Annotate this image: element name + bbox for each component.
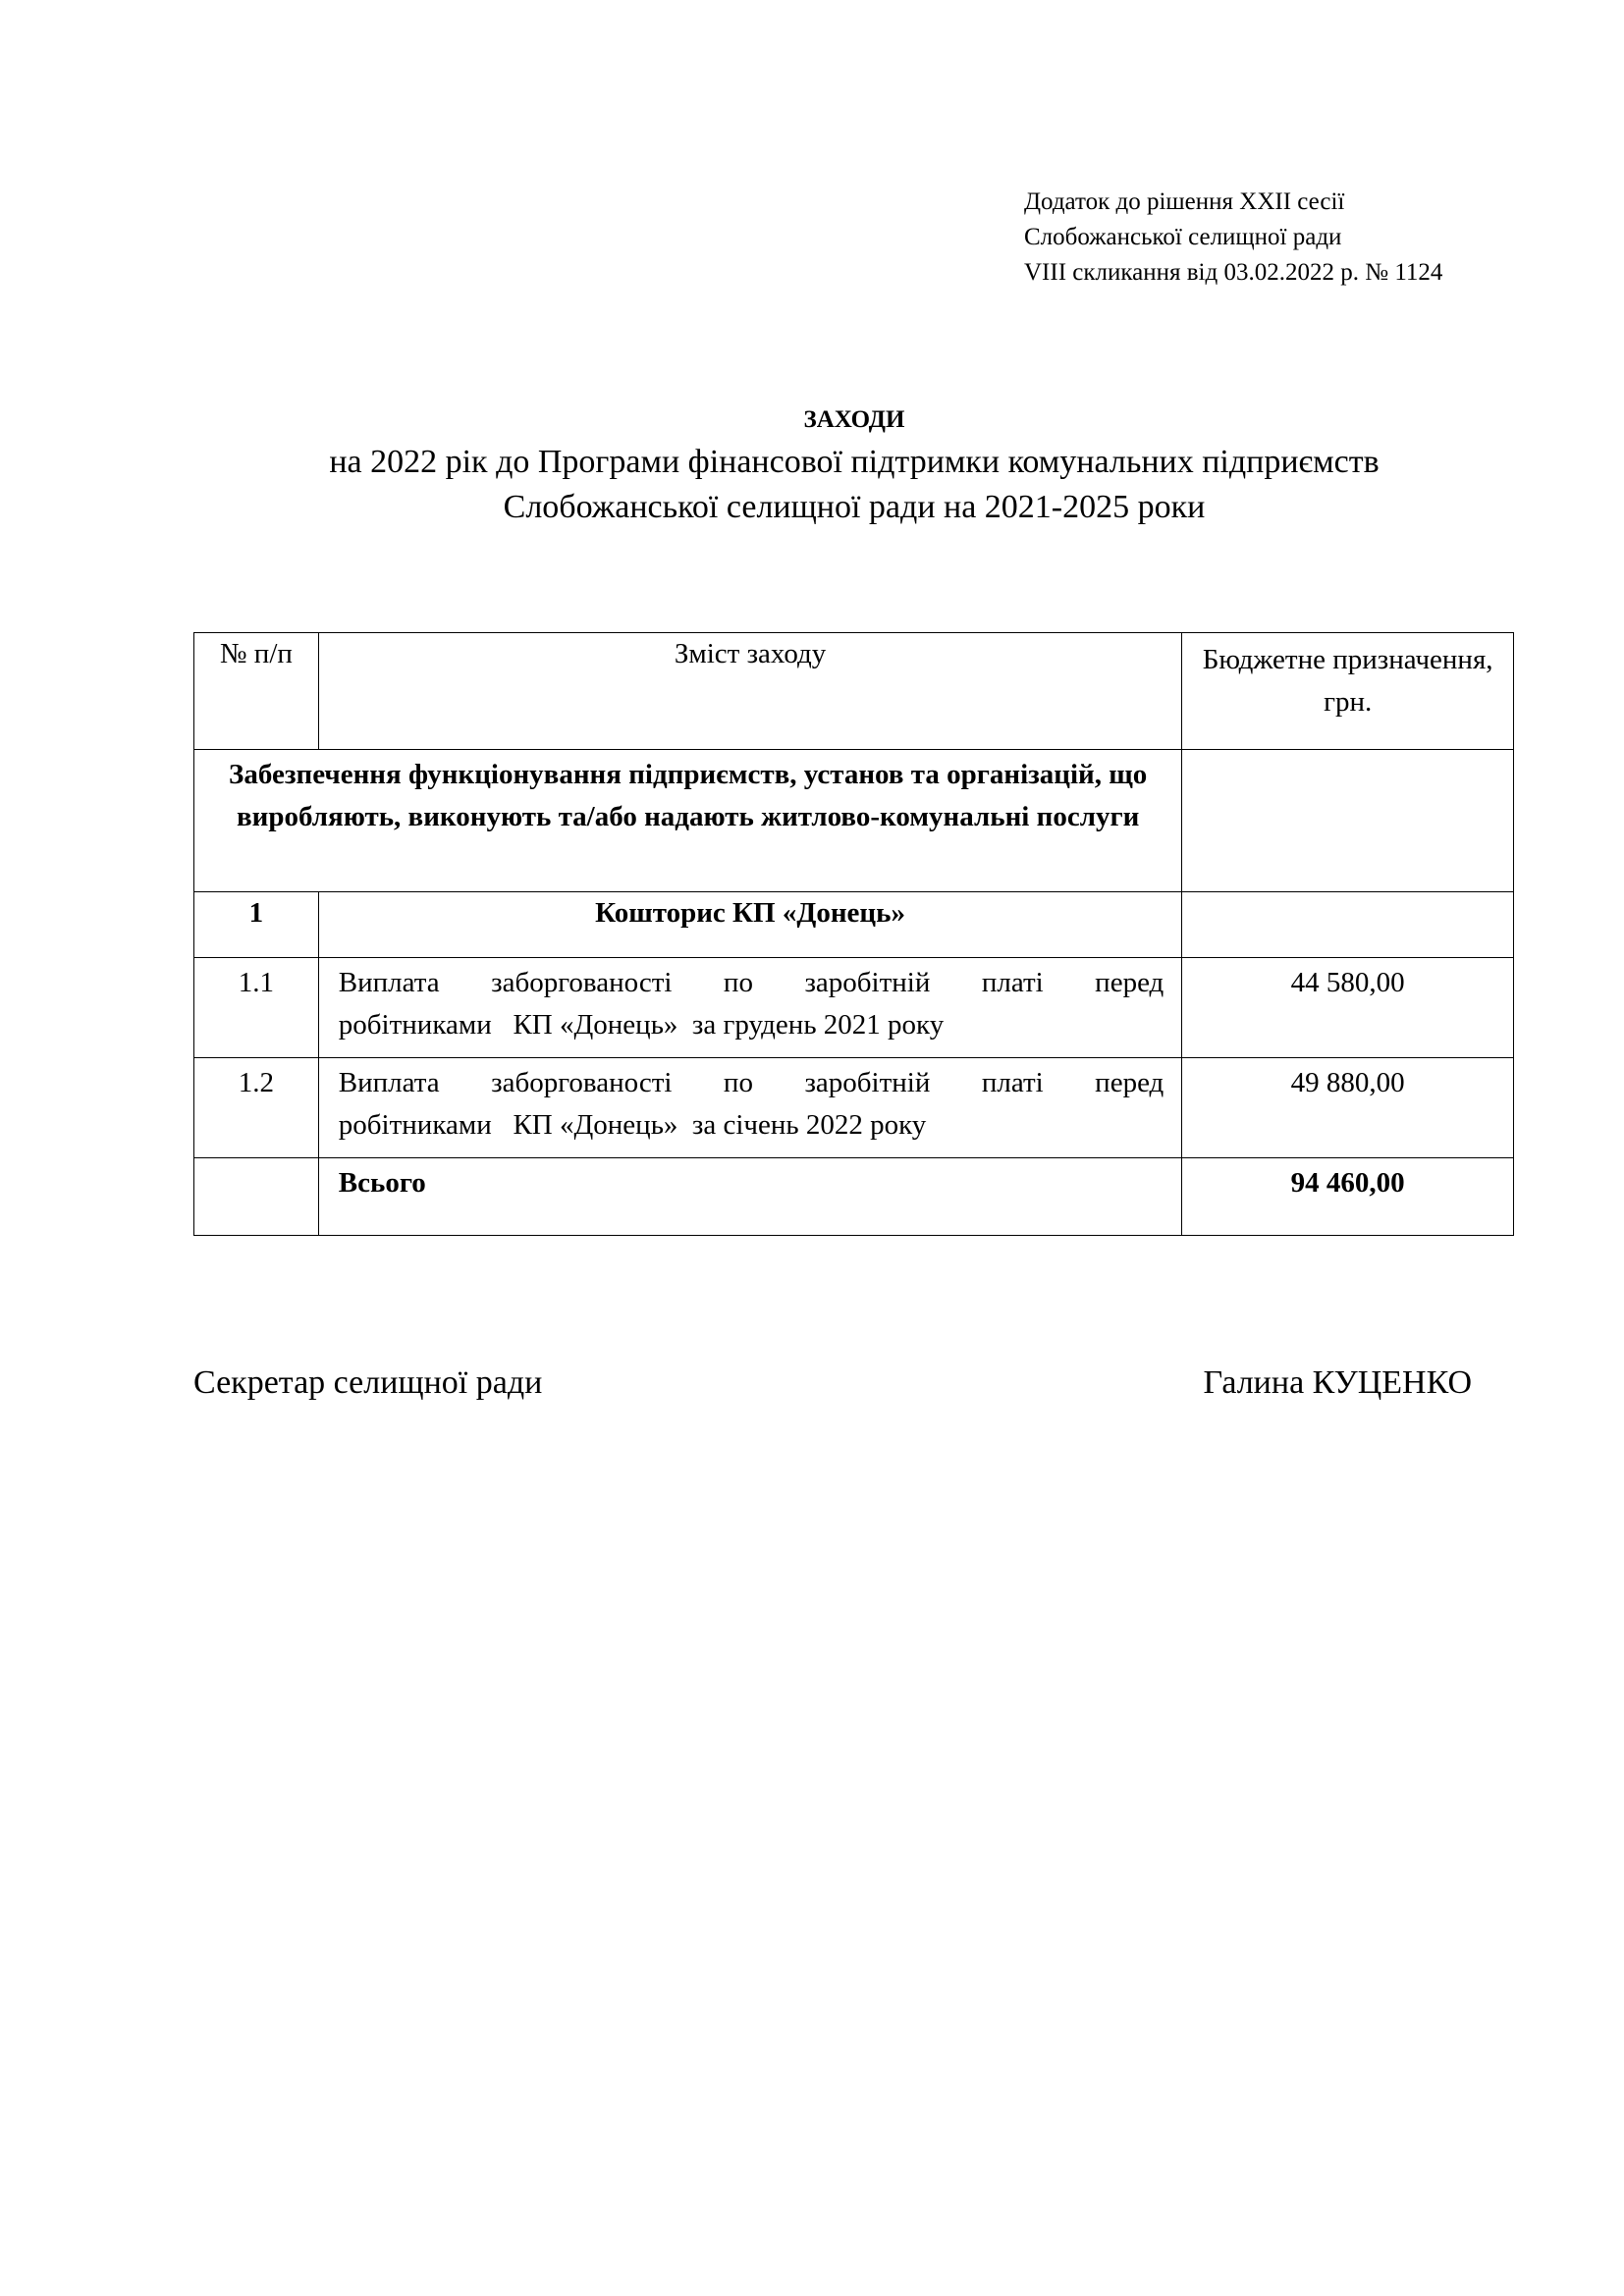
item-description-line-2: робітниками КП «Донець» за грудень 2021 року xyxy=(338,1009,945,1041)
appendix-line-2: Слобожанської селищної ради xyxy=(1024,224,1342,250)
header-number: № п/п xyxy=(194,633,319,750)
item-number: 1.1 xyxy=(194,958,319,1058)
item-description-line-2: робітниками КП «Донець» за січень 2022 року xyxy=(338,1109,927,1141)
signature-name: Галина КУЦЕНКО xyxy=(1203,1364,1472,1401)
table-row xyxy=(194,1058,1514,1158)
section-row xyxy=(194,750,1514,892)
item-amount: 49 880,00 xyxy=(1182,1058,1514,1158)
section-budget-cell xyxy=(1182,750,1514,892)
header-content: Зміст заходу xyxy=(318,633,1182,750)
item-description xyxy=(318,958,1182,1058)
group-budget-cell xyxy=(1182,892,1514,958)
measures-table xyxy=(193,632,1514,1236)
table-header-row xyxy=(194,633,1514,750)
item-amount: 44 580,00 xyxy=(1182,958,1514,1058)
item-description-line-1: Виплата заборгованості по заробітній платі перед xyxy=(338,1067,1164,1098)
title-line-1: на 2022 рік до Програми фінансової підтримки комунальних підприємств xyxy=(329,444,1380,480)
item-description xyxy=(318,1058,1182,1158)
total-amount: 94 460,00 xyxy=(1182,1158,1514,1236)
item-number: 1.2 xyxy=(194,1058,319,1158)
appendix-note xyxy=(1024,185,1442,291)
total-row xyxy=(194,1158,1514,1236)
group-row xyxy=(194,892,1514,958)
signature-position: Секретар селищної ради xyxy=(193,1364,543,1401)
header-budget: Бюджетне призначення, грн. xyxy=(1182,633,1514,750)
title-heading: ЗАХОДИ xyxy=(803,406,905,433)
group-name: Кошторис КП «Донець» xyxy=(318,892,1182,958)
table-row xyxy=(194,958,1514,1058)
group-number: 1 xyxy=(194,892,319,958)
document-title xyxy=(0,402,1624,530)
appendix-line-1: Додаток до рішення XXII сесії xyxy=(1024,188,1345,215)
appendix-line-3: VIII скликання від 03.02.2022 р. № 1124 xyxy=(1024,259,1443,286)
total-label: Всього xyxy=(318,1158,1182,1236)
total-number-cell xyxy=(194,1158,319,1236)
item-description-line-1: Виплата заборгованості по заробітній платі перед xyxy=(338,967,1164,998)
section-title: Забезпечення функціонування підприємств, установ та організацій, що виробляють, виконують та/або надають житлово-комунальні послуги xyxy=(194,750,1182,892)
title-line-2: Слобожанської селищної ради на 2021-2025 роки xyxy=(503,489,1206,525)
